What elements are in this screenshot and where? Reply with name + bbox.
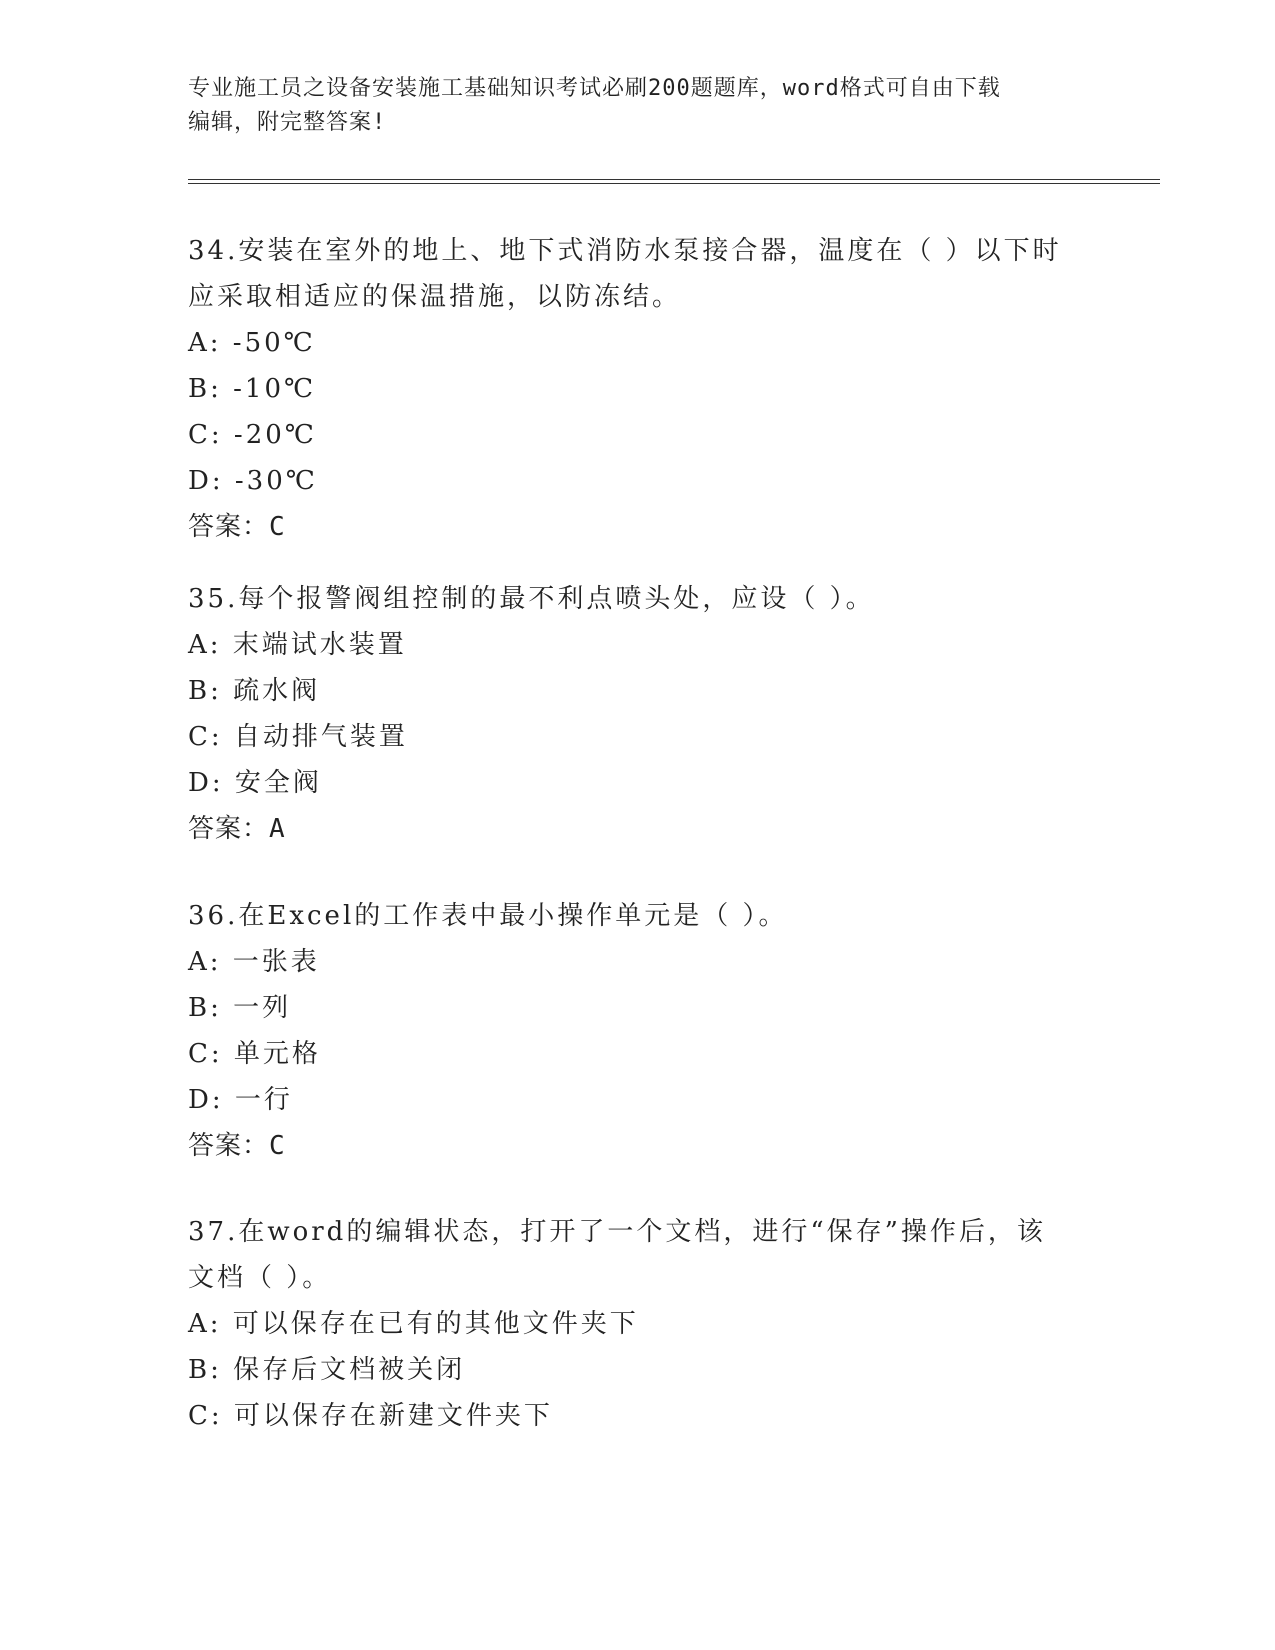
option-d: D: 安全阀 — [188, 768, 322, 798]
option-a: A: 可以保存在已有的其他文件夹下 — [188, 1309, 639, 1339]
question-37 — [188, 1209, 1088, 1439]
question-35 — [188, 576, 1088, 852]
option-a: A: 一张表 — [188, 947, 320, 977]
answer-value: A — [269, 814, 286, 844]
answer-line — [188, 504, 1088, 550]
answer-label: 答案： — [188, 512, 270, 542]
header-divider-top — [188, 179, 1160, 180]
answer-value: C — [269, 1131, 286, 1161]
question-stem-line-2: 应采取相适应的保温措施，以防冻结。 — [188, 282, 682, 312]
question-stem-line-1: 37.在word的编辑状态，打开了一个文档，进行“保存”操作后，该 — [188, 1217, 1046, 1247]
option-c: C: -20℃ — [188, 420, 317, 450]
answer-line — [188, 1123, 1088, 1169]
header-divider-bottom — [188, 183, 1160, 184]
question-stem-line-1: 35.每个报警阀组控制的最不利点喷头处，应设（ ）。 — [188, 584, 875, 614]
question-stem-line-1: 36.在Excel的工作表中最小操作单元是（ ）。 — [188, 901, 788, 931]
option-c: C: 自动排气装置 — [188, 722, 408, 752]
answer-label: 答案： — [188, 1131, 270, 1161]
option-c: C: 单元格 — [188, 1039, 321, 1069]
option-a: A: 末端试水装置 — [188, 630, 407, 660]
option-b: B: 一列 — [188, 993, 292, 1023]
document-header — [188, 72, 1088, 140]
option-d: D: -30℃ — [188, 466, 318, 496]
header-title-line-1: 专业施工员之设备安装施工基础知识考试必刷200题题库，word格式可自由下载 — [188, 76, 1001, 101]
question-stem-line-1: 34.安装在室外的地上、地下式消防水泵接合器，温度在（ ）以下时 — [188, 236, 1062, 266]
answer-line — [188, 806, 1088, 852]
question-stem-line-2: 文档（ ）。 — [188, 1263, 332, 1293]
header-title-line-2: 编辑，附完整答案! — [188, 110, 387, 135]
option-c: C: 可以保存在新建文件夹下 — [188, 1401, 553, 1431]
option-b: B: -10℃ — [188, 374, 317, 404]
question-36 — [188, 893, 1088, 1169]
answer-label: 答案： — [188, 814, 270, 844]
option-b: B: 保存后文档被关闭 — [188, 1355, 466, 1385]
answer-value: C — [269, 512, 286, 542]
option-b: B: 疏水阀 — [188, 676, 321, 706]
question-34 — [188, 228, 1088, 550]
option-d: D: 一行 — [188, 1085, 293, 1115]
option-a: A: -50℃ — [188, 328, 316, 358]
